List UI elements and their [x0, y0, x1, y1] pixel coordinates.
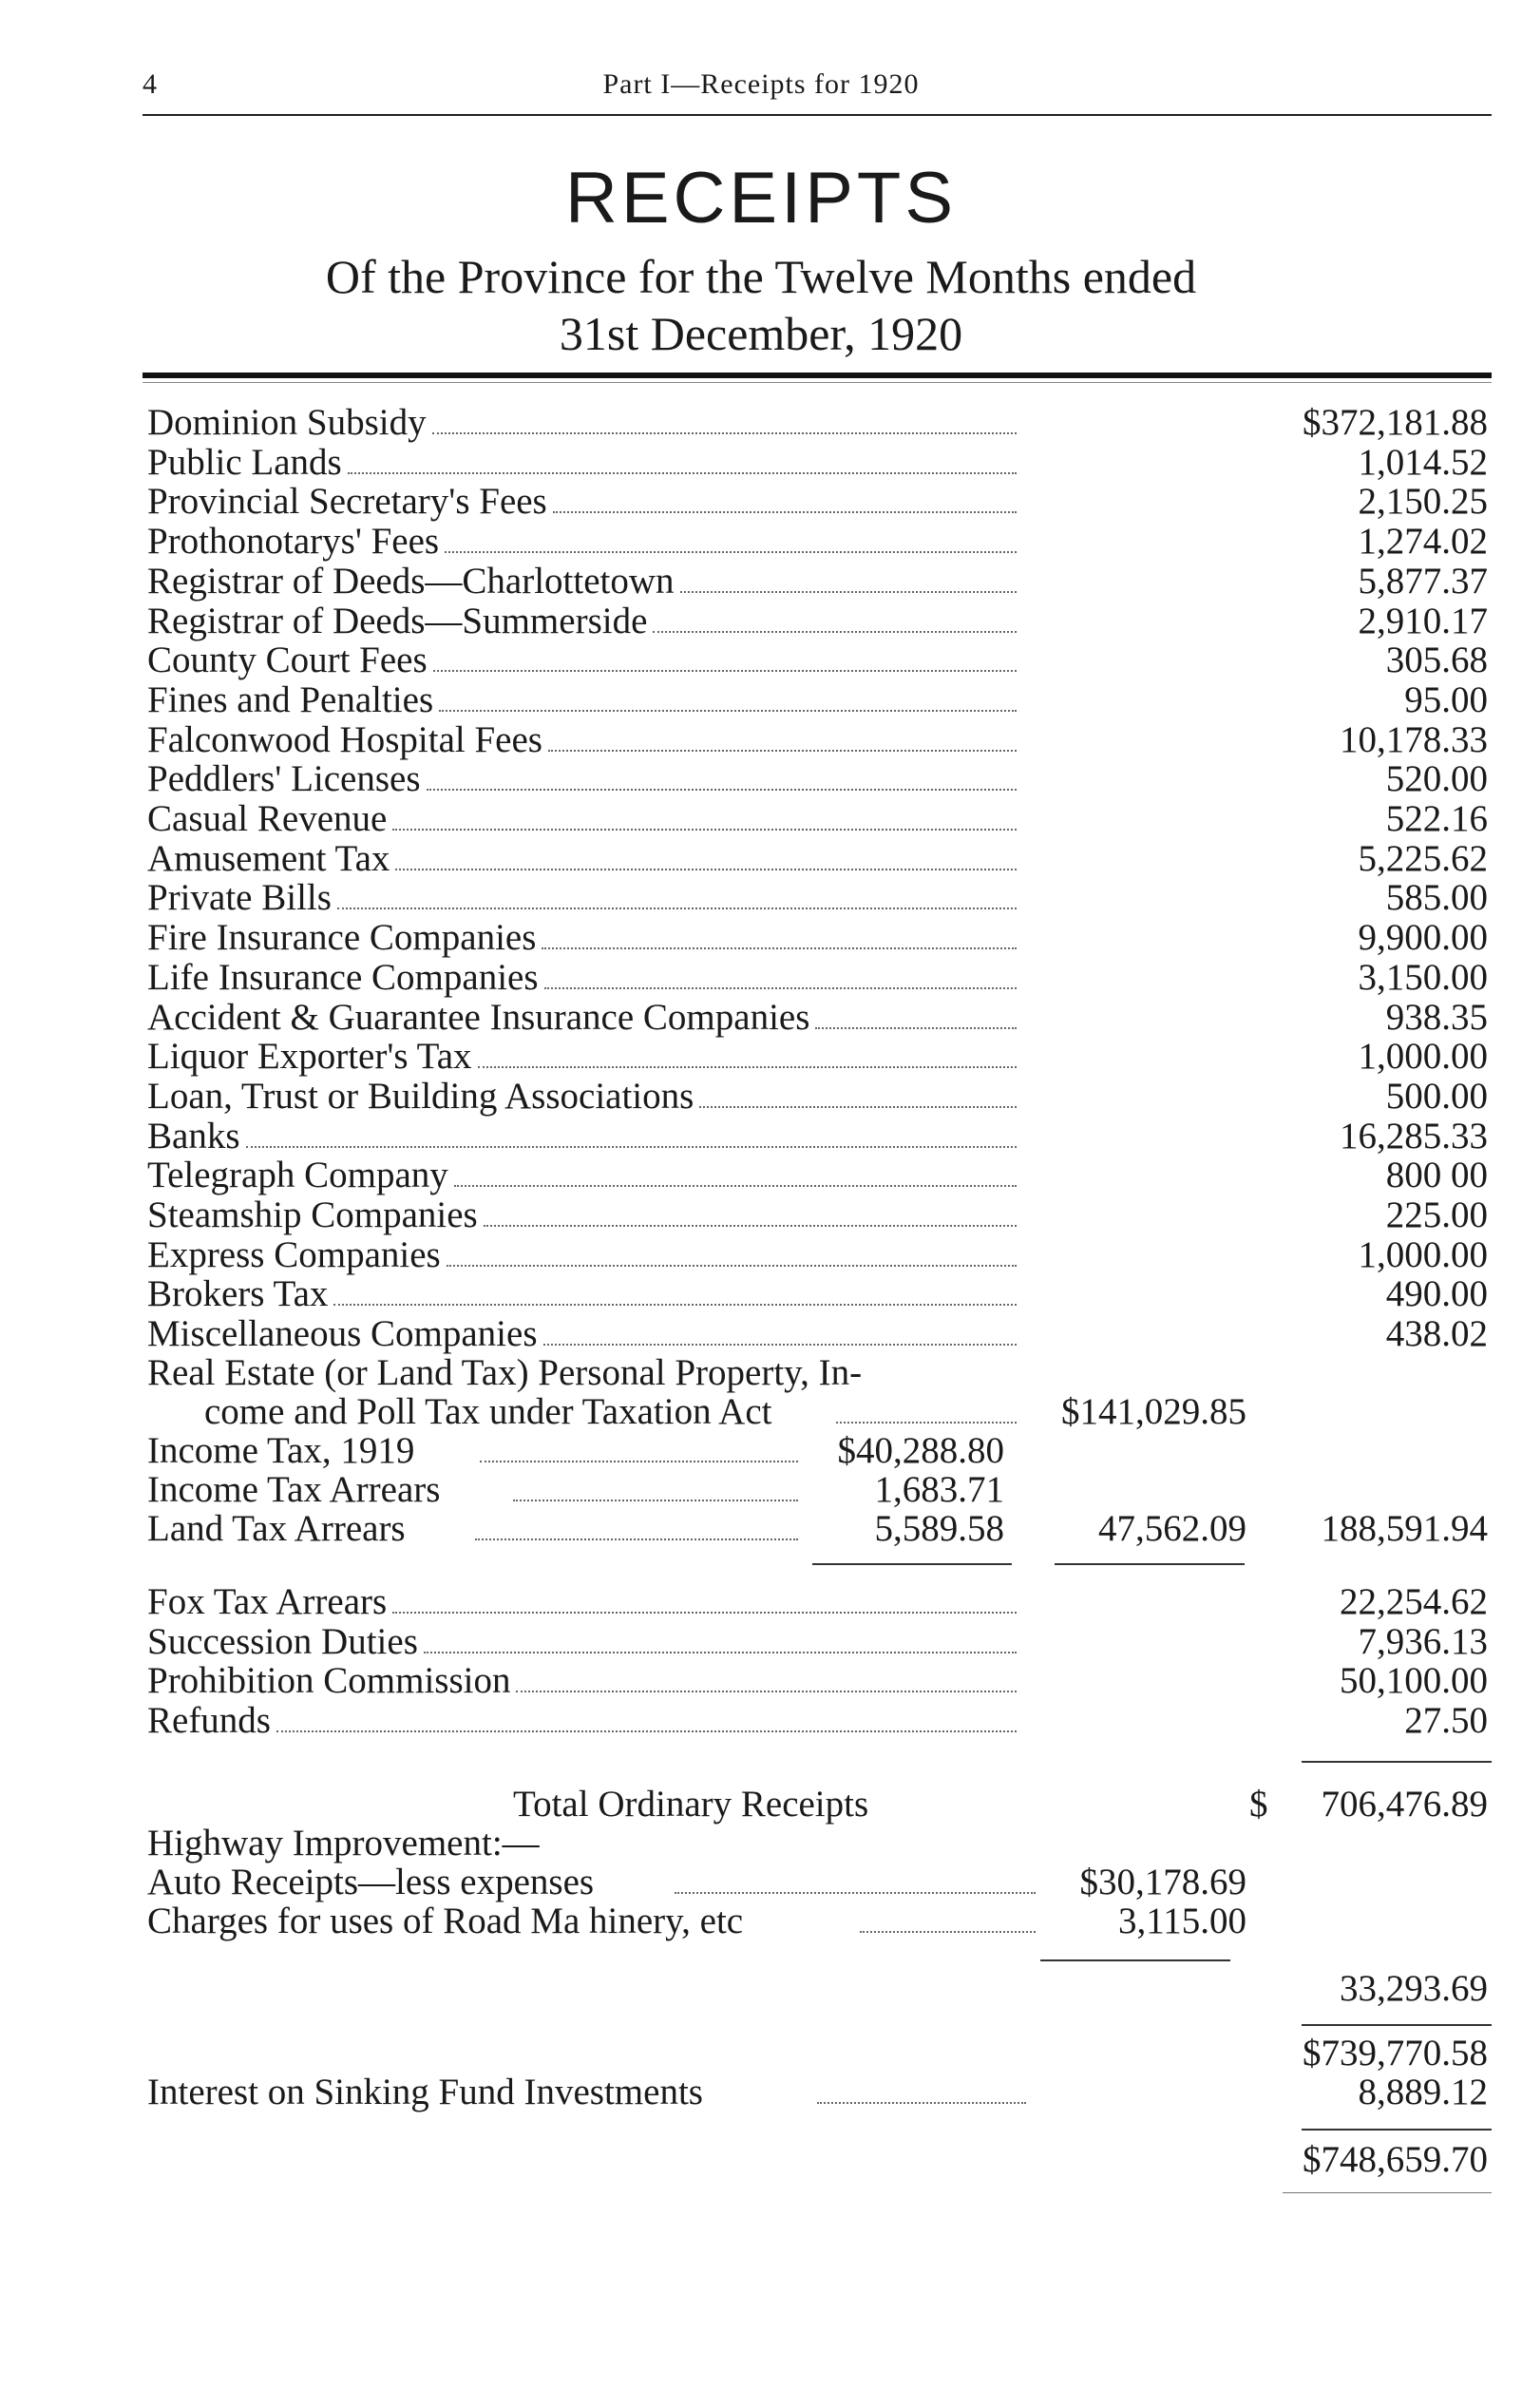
leader-dots: [439, 710, 1017, 712]
list-item: [0, 680, 1522, 719]
leader-dots: [246, 1146, 1017, 1148]
item-label: Banks: [147, 1115, 240, 1156]
leader-dots: [427, 789, 1017, 791]
page-title: RECEIPTS: [564, 158, 958, 239]
item-amount: $372,181.88: [1303, 402, 1488, 443]
list-item: [0, 998, 1522, 1037]
income-tax-1919-row: [0, 1431, 1522, 1470]
real-estate-row-2: [0, 1392, 1522, 1431]
running-head: Part I—Receipts for 1920: [602, 68, 920, 100]
auto-receipts-amount: $30,178.69: [1079, 1862, 1246, 1902]
list-item: [0, 1117, 1522, 1156]
item-label: Life Insurance Companies: [147, 956, 539, 998]
item-amount: 585.00: [1385, 877, 1488, 919]
item-amount: 2,910.17: [1358, 600, 1488, 641]
item-amount: 10,178.33: [1340, 718, 1488, 760]
subtotal-rule: [1302, 2024, 1492, 2026]
list-item: [0, 1701, 1522, 1740]
item-label: Miscellaneous Companies: [147, 1313, 538, 1355]
item-amount: 5,225.62: [1358, 837, 1488, 879]
item-amount: 2,150.25: [1358, 481, 1488, 523]
list-item: [0, 918, 1522, 957]
real-estate-label-1: Real Estate (or Land Tax) Personal Property, In-: [147, 1352, 863, 1393]
item-amount: 500.00: [1385, 1075, 1488, 1117]
item-label: Liquor Exporter's Tax: [147, 1036, 472, 1078]
col3-rule: [1302, 1761, 1492, 1763]
item-amount: 27.50: [1404, 1699, 1488, 1741]
leader-dots: [542, 947, 1017, 949]
list-item: [0, 1622, 1522, 1661]
road-machinery-row: [0, 1902, 1522, 1940]
real-estate-row-1: [0, 1353, 1522, 1392]
total-ordinary-amount: 706,476.89: [1321, 1784, 1488, 1825]
leader-dots: [860, 1931, 1036, 1933]
list-item: [0, 799, 1522, 838]
list-item: [0, 403, 1522, 442]
subtitle-line-2: 31st December, 1920: [559, 307, 963, 360]
leader-dots: [432, 432, 1017, 434]
income-tax-arrears-amount: 1,683.71: [874, 1469, 1004, 1510]
road-machinery-amount: 3,115.00: [1117, 1901, 1246, 1941]
leader-dots: [513, 1500, 798, 1501]
subtitle-line-1: Of the Province for the Twelve Months ended: [325, 250, 1197, 303]
land-tax-arrears-amount: 5,589.58: [874, 1508, 1004, 1549]
leader-dots: [653, 631, 1017, 633]
leader-dots: [348, 472, 1017, 474]
auto-receipts-label: Auto Receipts—less expenses: [147, 1862, 595, 1902]
highway-rule: [1040, 1959, 1230, 1961]
highway-total-row: [0, 1969, 1522, 2008]
item-amount: 3,150.00: [1358, 956, 1488, 998]
item-amount: 22,254.62: [1340, 1581, 1488, 1622]
item-label: Public Lands: [147, 441, 342, 483]
leader-dots: [433, 670, 1017, 672]
list-item: [0, 1274, 1522, 1313]
income-tax-arrears-label: Income Tax Arrears: [147, 1469, 441, 1510]
leader-dots: [553, 511, 1017, 513]
item-amount: 225.00: [1385, 1194, 1488, 1235]
leader-dots: [445, 551, 1017, 553]
land-tax-subtotal: 47,562.09: [1098, 1508, 1246, 1549]
item-amount: 1,274.02: [1358, 521, 1488, 563]
real-estate-label-2: come and Poll Tax under Taxation Act: [204, 1391, 772, 1432]
sinking-fund-row: [0, 2073, 1522, 2112]
item-label: Casual Revenue: [147, 798, 388, 839]
leader-dots: [447, 1265, 1017, 1267]
list-item: [0, 522, 1522, 561]
list-item: [0, 602, 1522, 640]
item-amount: 438.02: [1385, 1313, 1488, 1355]
leader-dots: [475, 1538, 798, 1540]
item-amount: 5,877.37: [1358, 560, 1488, 602]
item-amount: 800 00: [1385, 1155, 1488, 1196]
total-ordinary-row: [0, 1785, 1522, 1824]
col1-rule: [812, 1563, 1012, 1565]
income-tax-1919-amount: $40,288.80: [837, 1430, 1004, 1471]
leader-dots: [817, 2102, 1026, 2104]
list-item: [0, 759, 1522, 798]
item-amount: 522.16: [1385, 798, 1488, 839]
highway-heading: Highway Improvement:—: [147, 1823, 540, 1863]
item-label: Prothonotarys' Fees: [147, 521, 440, 563]
auto-receipts-row: [0, 1863, 1522, 1902]
grand-total-underline: [1283, 2192, 1492, 2193]
list-item: [0, 443, 1522, 482]
list-item: [0, 640, 1522, 679]
item-label: Provincial Secretary's Fees: [147, 481, 547, 523]
leader-dots: [276, 1730, 1017, 1732]
item-label: Registrar of Deeds—Charlottetown: [147, 560, 675, 602]
leader-dots: [543, 1344, 1017, 1346]
leader-dots: [675, 1892, 1036, 1894]
leader-dots: [333, 1304, 1017, 1306]
sinking-fund-amount: 8,889.12: [1358, 2072, 1488, 2112]
item-label: Fire Insurance Companies: [147, 917, 537, 959]
list-item: [0, 1156, 1522, 1194]
leader-dots: [699, 1106, 1017, 1108]
list-item: [0, 720, 1522, 759]
item-amount: 305.68: [1385, 640, 1488, 681]
col2-rule: [1055, 1563, 1245, 1565]
list-item: [0, 1582, 1522, 1621]
item-label: Fox Tax Arrears: [147, 1581, 388, 1622]
income-tax-1919-label: Income Tax, 1919: [147, 1430, 415, 1471]
sinking-fund-label: Interest on Sinking Fund Investments: [147, 2072, 703, 2112]
leader-dots: [392, 829, 1017, 831]
leader-dots: [424, 1652, 1017, 1653]
list-item: [0, 1235, 1522, 1274]
item-label: Falconwood Hospital Fees: [147, 718, 542, 760]
item-amount: 1,000.00: [1358, 1233, 1488, 1275]
leader-dots: [544, 987, 1017, 989]
item-label: County Court Fees: [147, 640, 428, 681]
list-item: [0, 878, 1522, 917]
subtotal-amount: $739,770.58: [1303, 2033, 1488, 2074]
leader-dots: [478, 1066, 1017, 1068]
leader-dots: [337, 908, 1017, 909]
land-tax-total: 188,591.94: [1321, 1508, 1488, 1549]
highway-heading-row: [0, 1824, 1522, 1863]
list-item: [0, 1661, 1522, 1700]
list-item: [0, 1314, 1522, 1353]
land-tax-arrears-row: [0, 1509, 1522, 1548]
leader-dots: [454, 1185, 1017, 1187]
income-tax-arrears-row: [0, 1470, 1522, 1509]
grand-total-amount: $748,659.70: [1303, 2139, 1488, 2180]
item-label: Express Companies: [147, 1233, 441, 1275]
item-amount: 938.35: [1385, 996, 1488, 1038]
item-label: Peddlers' Licenses: [147, 758, 421, 800]
title-rule: [143, 373, 1492, 378]
item-amount: 50,100.00: [1340, 1660, 1488, 1701]
item-label: Telegraph Company: [147, 1155, 448, 1196]
subtotal-row: [0, 2034, 1522, 2073]
list-item: [0, 482, 1522, 521]
list-item: [0, 1037, 1522, 1076]
item-label: Amusement Tax: [147, 837, 390, 879]
list-item: [0, 1077, 1522, 1116]
item-label: Steamship Companies: [147, 1194, 478, 1235]
item-label: Succession Duties: [147, 1620, 418, 1662]
item-amount: 16,285.33: [1340, 1115, 1488, 1156]
grand-total-rule: [1302, 2129, 1492, 2131]
item-amount: 9,900.00: [1358, 917, 1488, 959]
item-amount: 1,000.00: [1358, 1036, 1488, 1078]
item-label: Accident & Guarantee Insurance Companies: [147, 996, 810, 1038]
list-item: [0, 1195, 1522, 1234]
item-label: Loan, Trust or Building Associations: [147, 1075, 694, 1117]
item-amount: 95.00: [1404, 678, 1488, 720]
leader-dots: [815, 1027, 1017, 1029]
real-estate-amount: $141,029.85: [1061, 1391, 1246, 1432]
road-machinery-label: Charges for uses of Road Ma hinery, etc: [147, 1901, 744, 1941]
total-ordinary-label: Total Ordinary Receipts: [513, 1784, 869, 1825]
item-amount: 7,936.13: [1358, 1620, 1488, 1662]
leader-dots: [480, 1461, 798, 1462]
list-item: [0, 958, 1522, 997]
leader-dots: [836, 1422, 1017, 1424]
title-rule-thin: [143, 382, 1492, 383]
item-amount: 490.00: [1385, 1273, 1488, 1315]
leader-dots: [484, 1225, 1017, 1227]
land-tax-arrears-label: Land Tax Arrears: [147, 1508, 406, 1549]
item-label: Private Bills: [147, 877, 332, 919]
highway-total: 33,293.69: [1340, 1968, 1488, 2009]
header-rule: [143, 114, 1492, 116]
total-ordinary-currency: $: [1249, 1784, 1268, 1825]
leader-dots: [516, 1691, 1017, 1692]
list-item: [0, 562, 1522, 601]
item-label: Dominion Subsidy: [147, 402, 427, 443]
grand-total-row: [0, 2140, 1522, 2179]
item-label: Fines and Penalties: [147, 678, 434, 720]
leader-dots: [548, 750, 1017, 752]
leader-dots: [395, 869, 1017, 870]
item-label: Refunds: [147, 1699, 271, 1741]
leader-dots: [680, 591, 1017, 593]
page-number: 4: [143, 68, 157, 100]
item-label: Registrar of Deeds—Summerside: [147, 600, 648, 641]
item-amount: 1,014.52: [1358, 441, 1488, 483]
item-amount: 520.00: [1385, 758, 1488, 800]
item-label: Prohibition Commission: [147, 1660, 511, 1701]
item-label: Brokers Tax: [147, 1273, 329, 1315]
list-item: [0, 839, 1522, 878]
leader-dots: [392, 1612, 1017, 1614]
